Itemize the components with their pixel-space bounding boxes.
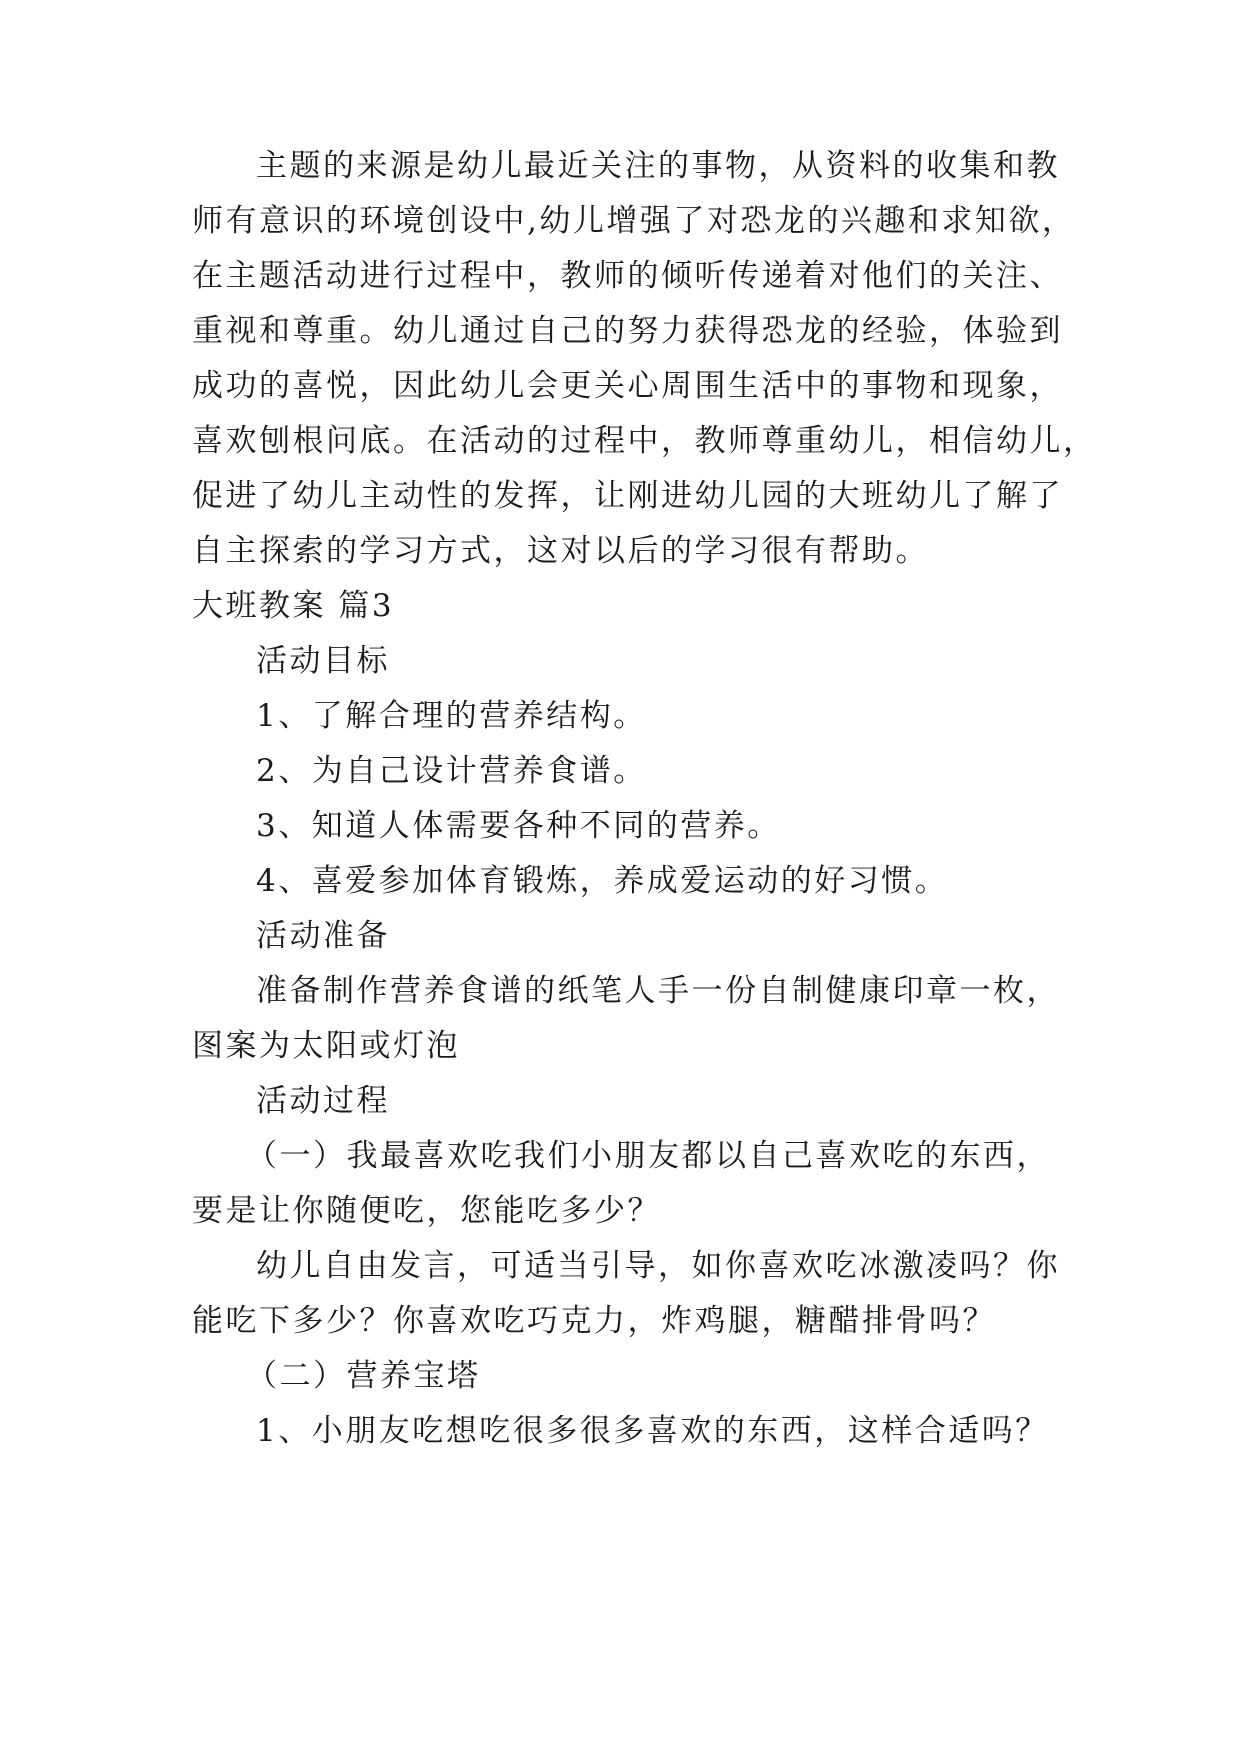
goal-item: 3、知道人体需要各种不同的营养。	[256, 808, 781, 844]
text-line: 1、小朋友吃想吃很多很多喜欢的东西，这样合适吗？	[256, 1413, 1049, 1449]
process-heading: 活动过程	[256, 1083, 390, 1119]
text-line: 图案为太阳或灯泡	[192, 1028, 460, 1064]
text-line: 喜欢刨根问底。在活动的过程中，教师尊重幼儿，相信幼儿，	[192, 423, 1097, 459]
text-line: 在主题活动进行过程中，教师的倾听传递着对他们的关注、	[192, 258, 1063, 294]
text-line: 自主探索的学习方式，这对以后的学习很有帮助。	[192, 533, 929, 569]
text-line: 要是让你随便吃，您能吃多少？	[192, 1193, 661, 1229]
goal-item: 4、喜爱参加体育锻炼，养成爱运动的好习惯。	[256, 863, 949, 899]
text-line: 成功的喜悦，因此幼儿会更关心周围生活中的事物和现象，	[192, 368, 1063, 404]
goals-heading: 活动目标	[256, 643, 390, 679]
subheading: （二）营养宝塔	[246, 1358, 481, 1394]
text-line: 能吃下多少？你喜欢吃巧克力，炸鸡腿，糖醋排骨吗？	[192, 1303, 996, 1339]
text-line: 师有意识的环境创设中,幼儿增强了对恐龙的兴趣和求知欲，	[192, 203, 1076, 239]
text-line: 重视和尊重。幼儿通过自己的努力获得恐龙的经验，体验到	[192, 313, 1063, 349]
text-line: 主题的来源是幼儿最近关注的事物，从资料的收集和教	[256, 148, 1060, 184]
text-line: 促进了幼儿主动性的发挥，让刚进幼儿园的大班幼儿了解了	[192, 478, 1063, 514]
prep-heading: 活动准备	[256, 918, 390, 954]
text-line: 幼儿自由发言，可适当引导，如你喜欢吃冰激凌吗？你	[256, 1248, 1060, 1284]
goal-item: 1、了解合理的营养结构。	[256, 698, 647, 734]
text-line: 准备制作营养食谱的纸笔人手一份自制健康印章一枚，	[256, 973, 1060, 1009]
section-title: 大班教案 篇3	[192, 588, 395, 624]
text-line: （一）我最喜欢吃我们小朋友都以自己喜欢吃的东西，	[246, 1138, 1050, 1174]
goal-item: 2、为自己设计营养食谱。	[256, 753, 647, 789]
